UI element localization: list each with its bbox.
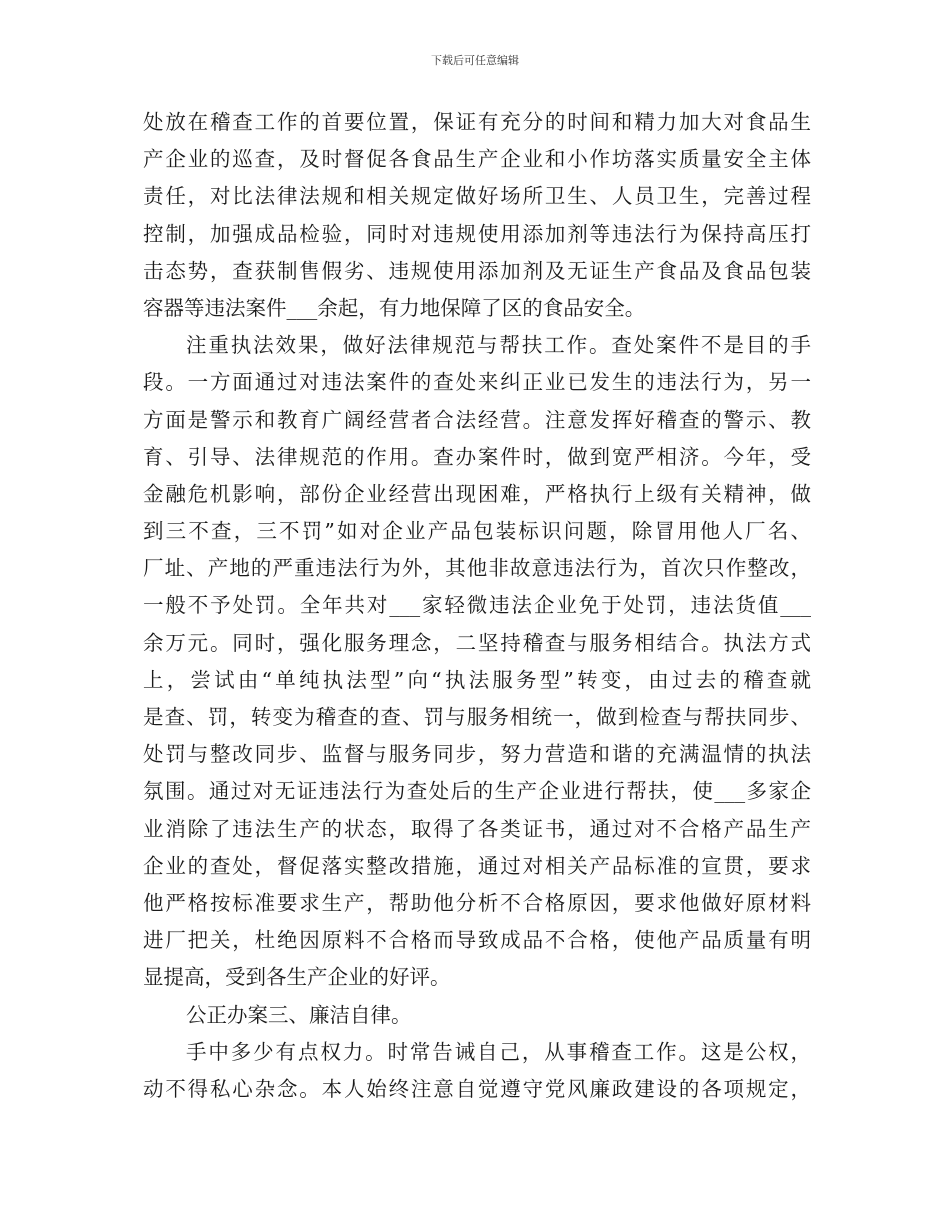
text-line: 手中多少有点权力。时常告诫自己，从事稽查工作。这是公权， [186,1039,811,1064]
text-line: 动不得私心杂念。本人始终注意自觉遵守党风廉政建设的各项规定， [143,1076,811,1101]
text-line: 处放在稽查工作的首要位置，保证有充分的时间和精力加大对食品生 [143,110,811,134]
text-line: 上，尝试由“单纯执法型”向“执法服务型”转变，由过去的稽查就 [143,667,811,692]
text-line: 进厂把关，杜绝因原料不合格而导致成品不合格，使他产品质量有明 [143,928,811,953]
text-line: 控制，加强成品检验，同时对违规使用添加剂等违法行为保持高压打 [143,221,811,246]
text-line: 产企业的巡查，及时督促各食品生产企业和小作坊落实质量安全主体 [143,147,811,172]
text-line: 公正办案三、廉洁自律。 [186,1002,412,1027]
text-line: 育、引导、法律规范的作用。查办案件时，做到宽严相济。今年，受 [143,444,811,469]
text-line: 方面是警示和教育广阔经营者合法经营。注意发挥好稽查的警示、教 [143,407,811,432]
text-line: 到三不查，三不罚”如对企业产品包装标识问题，除冒用他人厂名、 [143,519,811,544]
text-line: 注重执法效果，做好法律规范与帮扶工作。查处案件不是目的手 [186,333,811,358]
text-line: 是查、罚，转变为稽查的查、罚与服务相统一，做到检查与帮扶同步、 [143,705,811,729]
text-line: 处罚与整改同步、监督与服务同步，努力营造和谐的充满温情的执法 [143,742,811,767]
document-body [143,104,811,1108]
page-header: 下载后可任意编辑 [431,54,519,67]
text-line: 企业的查处，督促落实整改措施，通过对相关产品标准的宣贯，要求 [143,853,811,878]
text-line: 责任，对比法律法规和相关规定做好场所卫生、人员卫生，完善过程 [143,184,811,209]
text-line: 容器等违法案件___余起，有力地保障了区的食品安全。 [143,295,646,320]
text-line: 余万元。同时，强化服务理念，二坚持稽查与服务相结合。执法方式 [143,630,811,655]
text-line: 显提高，受到各生产企业的好评。 [143,965,451,990]
text-line: 一般不予处罚。全年共对___家轻微违法企业免于处罚，违法货值___ [143,593,811,618]
text-line: 击态势，查获制售假劣、违规使用添加剂及无证生产食品及食品包装 [143,258,811,283]
text-line: 段。一方面通过对违法案件的查处来纠正业已发生的违法行为，另一 [143,370,811,395]
text-line: 氛围。通过对无证违法行为查处后的生产企业进行帮扶，使___多家企 [143,779,811,804]
text-line: 金融危机影响，部份企业经营出现困难，严格执行上级有关精神，做 [143,481,811,506]
text-line: 他严格按标准要求生产，帮助他分析不合格原因，要求他做好原材料 [143,890,811,915]
text-line: 厂址、产地的严重违法行为外，其他非故意违法行为，首次只作整改， [143,556,811,581]
text-line: 业消除了违法生产的状态，取得了各类证书，通过对不合格产品生产 [143,816,811,841]
